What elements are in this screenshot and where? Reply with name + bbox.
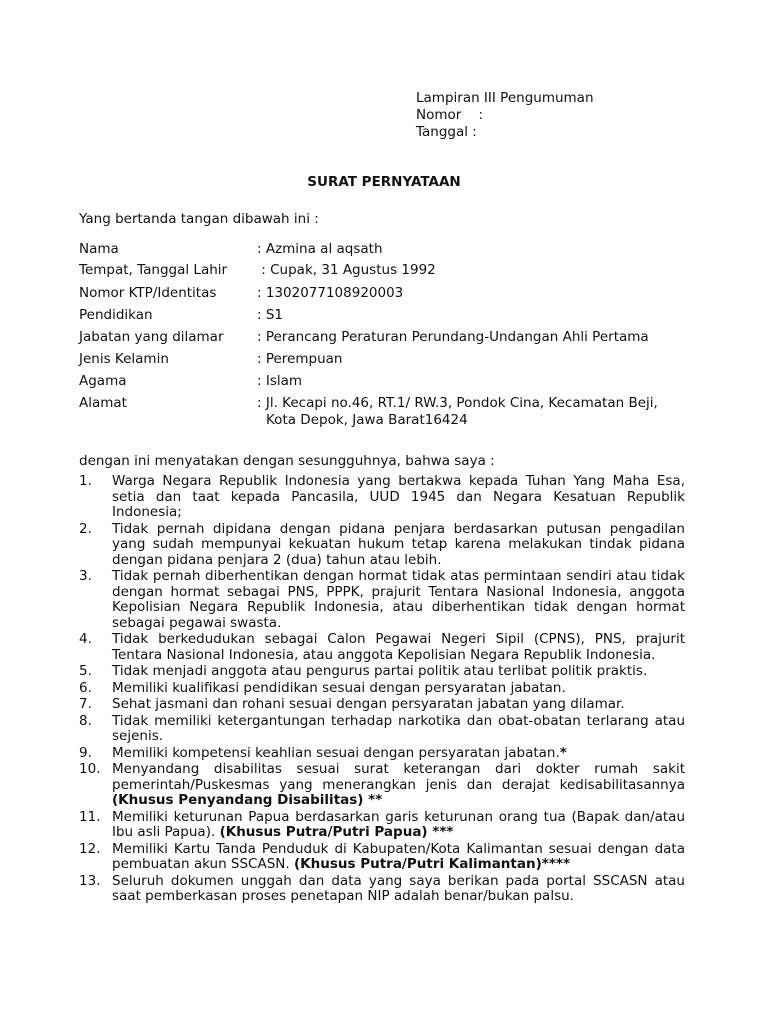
item-text: Tidak pernah dipidana dengan pidana penjara berdasarkan putusan pengadilan yang sudah mempunyai kekuatan hukum tetap karena melakukan tindak pidana dengan pidana penjara 2 (dua) tahun atau lebih. [112,520,685,568]
list-item [79,762,685,809]
item-text: Tidak menjadi anggota atau pengurus partai politik atau terlibat politik praktis. [112,663,648,679]
list-item [79,746,685,762]
field-value: : Perempuan [257,351,343,367]
list-item [79,842,685,873]
list-item [79,569,685,631]
item-number: 1. [79,473,92,489]
list-item [79,714,685,745]
item-number: 6. [79,679,92,696]
list-item [79,874,685,905]
field-label: Tempat, Tanggal Lahir [79,262,228,278]
item-text: Memiliki keturunan Papua berdasarkan garis keturunan orang tua (Bapak dan/atau Ibu asli Papua). [112,808,685,840]
list-item [79,474,685,521]
attachment-line: Lampiran III Pengumuman [416,90,594,106]
item-bold-text: (Khusus Putra/Putri Kalimantan)**** [293,856,571,872]
field-value: : Azmina al aqsath [257,241,383,257]
item-number: 7. [79,696,92,712]
list-item [79,664,685,680]
item-bold-text: * [559,744,567,761]
list-item [79,681,685,697]
item-number: 13. [79,872,101,889]
item-number: 9. [79,744,92,761]
item-text: Tidak pernah diberhentikan dengan hormat tidak atas permintaan sendiri atau tidak dengan hormat sebagai PNS, PPPK, prajurit Tentara Nasional Indonesia, anggota Kepolisian Negara Republik Indonesia, atau diberhentikan tidak dengan hormat sebagai pegawai swasta. [112,568,685,631]
item-text: Memiliki kompetensi keahlian sesuai dengan persyaratan jabatan. [112,744,560,761]
item-bold-text: (Khusus Penyandang Disabilitas) ** [112,792,383,808]
list-item [79,632,685,663]
item-text: Seluruh dokumen unggah dan data yang saya berikan pada portal SSCASN atau saat pemberkasan proses penetapan NIP adalah benar/bukan palsu. [112,872,685,904]
field-value: : S1 [257,307,283,323]
item-number: 8. [79,712,92,729]
number-line: Nomor : [416,107,484,123]
list-item [79,522,685,569]
field-label: Agama [79,373,127,389]
field-label: Jenis Kelamin [79,351,169,367]
item-number: 5. [79,663,92,679]
intro-text: Yang bertanda tangan dibawah ini : [79,211,319,227]
item-text: Tidak memiliki ketergantungan terhadap narkotika dan obat-obatan terlarang atau sejenis. [112,712,685,744]
item-number: 12. [79,840,101,857]
field-value: : Cupak, 31 Agustus 1992 [257,262,436,278]
item-number: 10. [79,761,101,777]
field-label: Jabatan yang dilamar [79,329,224,345]
document-title: SURAT PERNYATAAN [307,174,461,190]
item-number: 11. [79,808,101,825]
item-text: Memiliki Kartu Tanda Penduduk di Kabupaten/Kota Kalimantan sesuai dengan data pembuatan akun SSCASN. [112,840,685,872]
attachment-header [416,90,594,141]
field-value: : Perancang Peraturan Perundang-Undangan Ahli Pertama [257,329,649,345]
field-label: Nama [79,241,119,257]
item-number: 3. [79,568,92,584]
date-line: Tanggal : [416,124,477,140]
list-item [79,810,685,841]
item-number: 2. [79,520,92,537]
field-label: Alamat [79,395,127,411]
statement-intro: dengan ini menyatakan dengan sesungguhnya, bahwa saya : [79,453,495,469]
field-value: : Jl. Kecapi no.46, RT.1/ RW.3, Pondok Cina, Kecamatan Beji, [257,395,658,411]
item-bold-text: (Khusus Putra/Putri Papua) *** [219,824,454,840]
item-text: Sehat jasmani dan rohani sesuai dengan persyaratan jabatan yang dilamar. [112,696,625,712]
list-item [79,697,685,713]
item-text: Warga Negara Republik Indonesia yang bertakwa kepada Tuhan Yang Maha Esa, setia dan taat kepada Pancasila, UUD 1945 dan Negara Kesatuan Republik Indonesia; [112,473,685,520]
item-text: Tidak berkedudukan sebagai Calon Pegawai Negeri Sipil (CPNS), PNS, prajurit Tentara Nasional Indonesia, atau anggota Kepolisian Negara Republik Indonesia. [112,631,685,663]
statement-list [79,474,685,906]
field-label: Pendidikan [79,307,153,323]
field-value: : 1302077108920003 [257,285,404,301]
field-value: : Islam [257,373,303,389]
item-number: 4. [79,631,92,647]
item-text: Menyandang disabilitas sesuai surat keterangan dari dokter rumah sakit pemerintah/Puskesmas yang menerangkan jenis dan derajat kedisabilitasannya [112,761,685,793]
field-value-continued: Kota Depok, Jawa Barat16424 [266,412,468,428]
field-label: Nomor KTP/Identitas [79,285,217,301]
item-text: Memiliki kualifikasi pendidikan sesuai dengan persyaratan jabatan. [112,679,566,696]
